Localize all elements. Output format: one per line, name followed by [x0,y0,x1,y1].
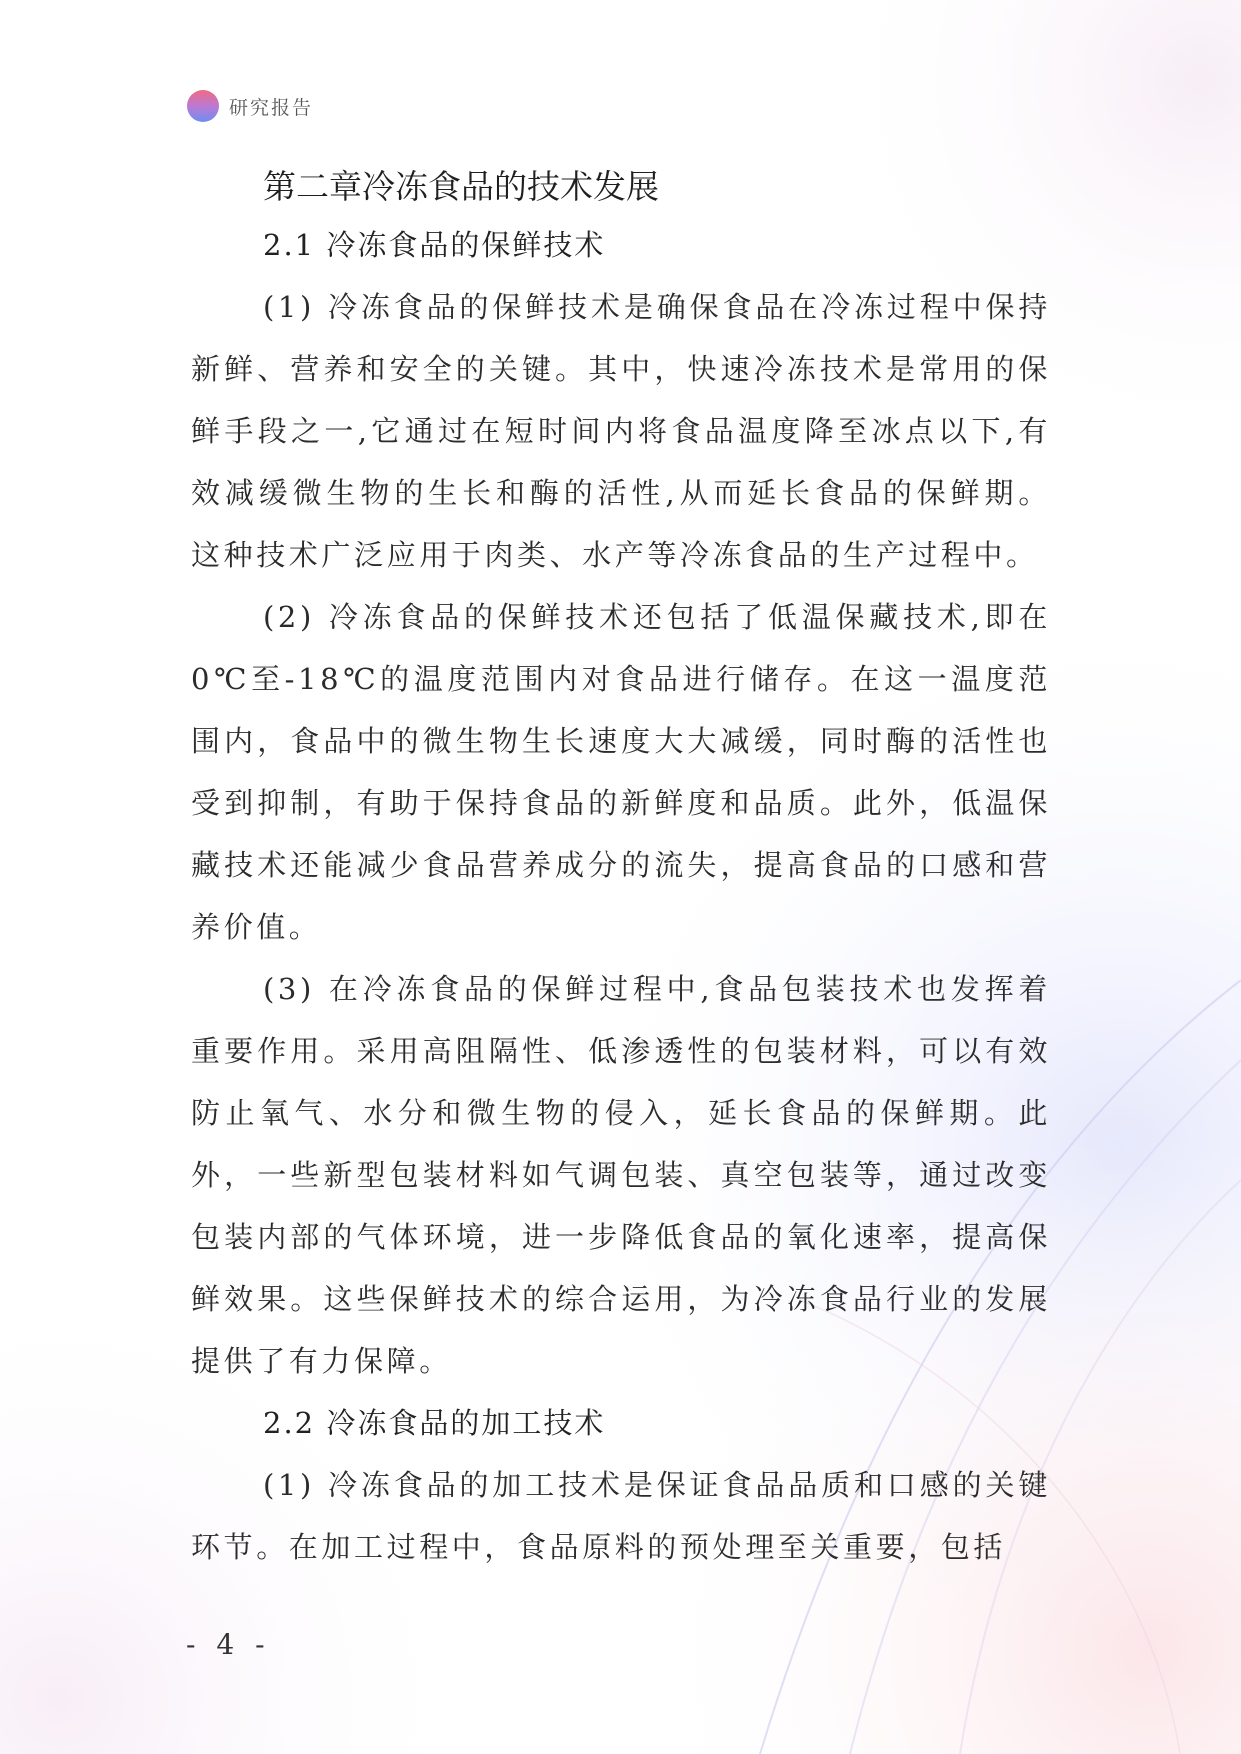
header-label: 研究报告 [229,96,314,119]
paragraph: (3) 在冷冻食品的保鲜过程中,食品包装技术也发挥着重要作用。采用高阻隔性、低渗透性的包装材料，可以有效防止氧气、水分和微生物的侵入，延长食品的保鲜期。此外，一些新型包装材料如气调包装、真空包装等，通过改变包装内部的气体环境，进一步降低食品的氧化速率，提高保鲜效果。这些保鲜技术的综合运用，为冷冻食品行业的发展提供了有力保障。 [191,972,1051,1378]
page-number: - 4 - [186,1628,271,1661]
section-title: 2.2 冷冻食品的加工技术 [263,1406,606,1440]
section-title: 2.1 冷冻食品的保鲜技术 [263,228,606,262]
paragraph: (1) 冷冻食品的保鲜技术是确保食品在冷冻过程中保持新鲜、营养和安全的关键。其中，快速冷冻技术是常用的保鲜手段之一,它通过在短时间内将食品温度降至冰点以下,有效减缓微生物的生长和酶的活性,从而延长食品的保鲜期。这种技术广泛应用于肉类、水产等冷冻食品的生产过程中。 [191,290,1051,572]
paragraph: (2) 冷冻食品的保鲜技术还包括了低温保藏技术,即在0℃至-18℃的温度范围内对食品进行储存。在这一温度范围内，食品中的微生物生长速度大大减缓，同时酶的活性也受到抑制，有助于保持食品的新鲜度和品质。此外，低温保藏技术还能减少食品营养成分的流失，提高食品的口感和营养价值。 [191,600,1051,944]
document-body [191,160,1051,1578]
paragraph: (1) 冷冻食品的加工技术是保证食品品质和口感的关键环节。在加工过程中，食品原料的预处理至关重要，包括 [191,1468,1051,1564]
report-header [187,89,313,123]
logo-circle-icon [187,90,219,122]
chapter-title: 第二章冷冻食品的技术发展 [263,167,659,206]
